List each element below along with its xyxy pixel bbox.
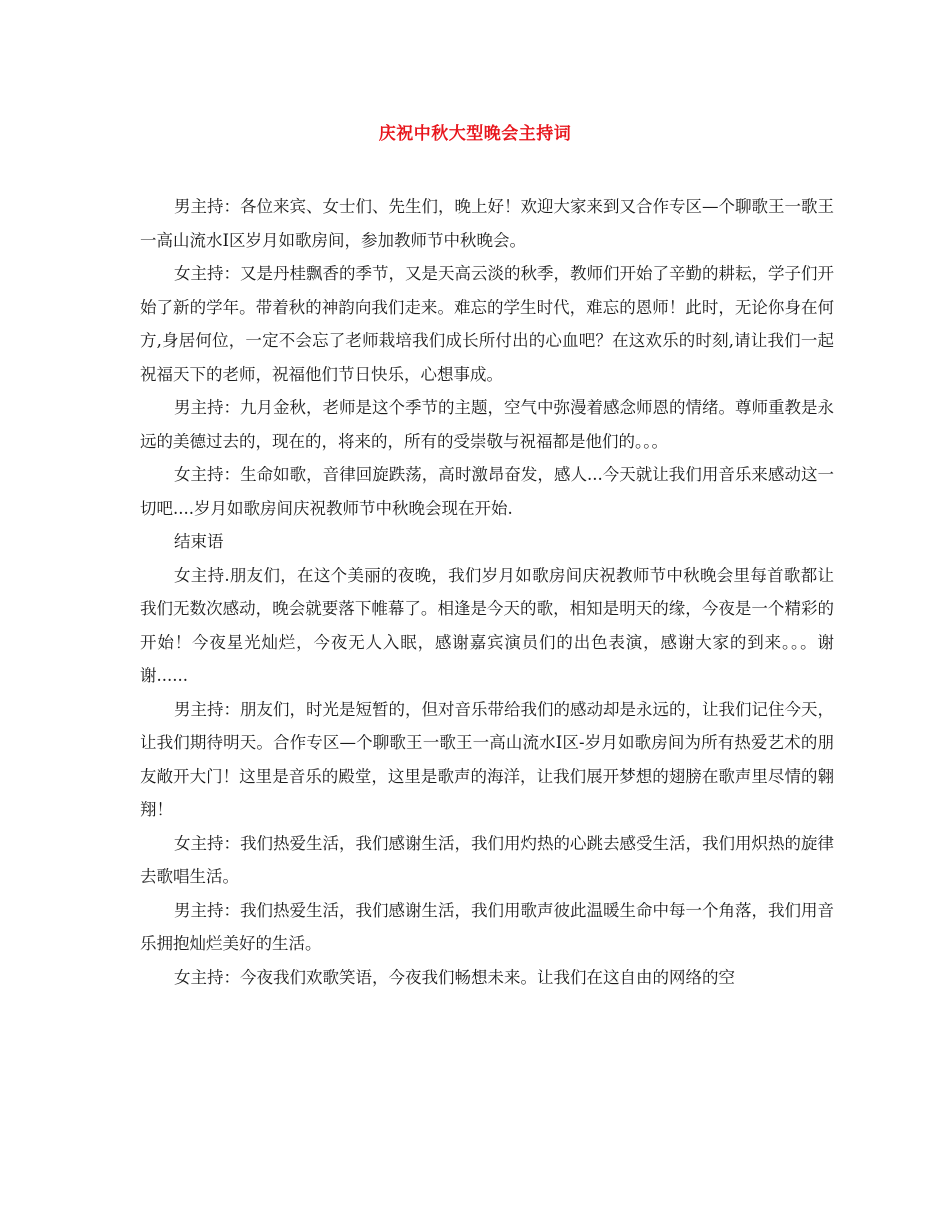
paragraph-male-host-life: 男主持：我们热爱生活，我们感谢生活，我们用歌声彼此温暖生命中每一个角落，我们用音乐拥抱灿烂美好的生活。 [140,900,834,953]
paragraph-male-host-autumn: 男主持：九月金秋，老师是这个季节的主题，空气中弥漫着感念师恩的情绪。尊师重教是永远的美德过去的，现在的，将来的，所有的受崇敬与祝福都是他们的。。。 [140,398,834,451]
paragraph-male-host-opening: 男主持：各位来宾、女士们、先生们，晚上好！欢迎大家来到又合作专区—个聊歌王一歌王一高山流水Ⅰ区岁月如歌房间，参加教师节中秋晚会。 [140,197,834,250]
paragraph-male-host-closing: 男主持：朋友们，时光是短暂的，但对音乐带给我们的感动却是永远的，让我们记住今天，让我们期待明天。合作专区—个聊歌王一歌王一高山流水Ⅰ区-岁月如歌房间为所有热爱艺术的朋友敞开大门！这里是音乐的殿堂，这里是歌声的海洋，让我们展开梦想的翅膀在歌声里尽情的翱翔！ [140,699,834,819]
document-body [140,190,834,994]
paragraph-female-host-start: 女主持：生命如歌，音律回旋跌荡，高时激昂奋发，感人...今天就让我们用音乐来感动这一切吧....岁月如歌房间庆祝教师节中秋晚会现在开始. [140,465,834,518]
section-heading-closing: 结束语 [174,532,224,551]
paragraph-female-host-opening: 女主持：又是丹桂飘香的季节，又是天高云淡的秋季，教师们开始了辛勤的耕耘，学子们开始了新的学年。带着秋的神韵向我们走来。难忘的学生时代，难忘的恩师！此时，无论你身在何方,身居何位，一定不会忘了老师栽培我们成长所付出的心血吧？在这欢乐的时刻,请让我们一起祝福天下的老师，祝福他们节日快乐，心想事成。 [140,264,834,384]
paragraph-female-host-tonight: 女主持：今夜我们欢歌笑语，今夜我们畅想未来。让我们在这自由的网络的空 [174,967,735,987]
paragraph-female-host-closing: 女主持.朋友们，在这个美丽的夜晚，我们岁月如歌房间庆祝教师节中秋晚会里每首歌都让我们无数次感动，晚会就要落下帷幕了。相逢是今天的歌，相知是明天的缘，今夜是一个精彩的开始！今夜星光灿烂，今夜无人入眠，感谢嘉宾演员们的出色表演，感谢大家的到来。。。谢谢...... [140,565,834,685]
document-title: 庆祝中秋大型晚会主持词 [378,124,572,144]
paragraph-female-host-life: 女主持：我们热爱生活，我们感谢生活，我们用灼热的心跳去感受生活，我们用炽热的旋律去歌唱生活。 [140,833,834,886]
